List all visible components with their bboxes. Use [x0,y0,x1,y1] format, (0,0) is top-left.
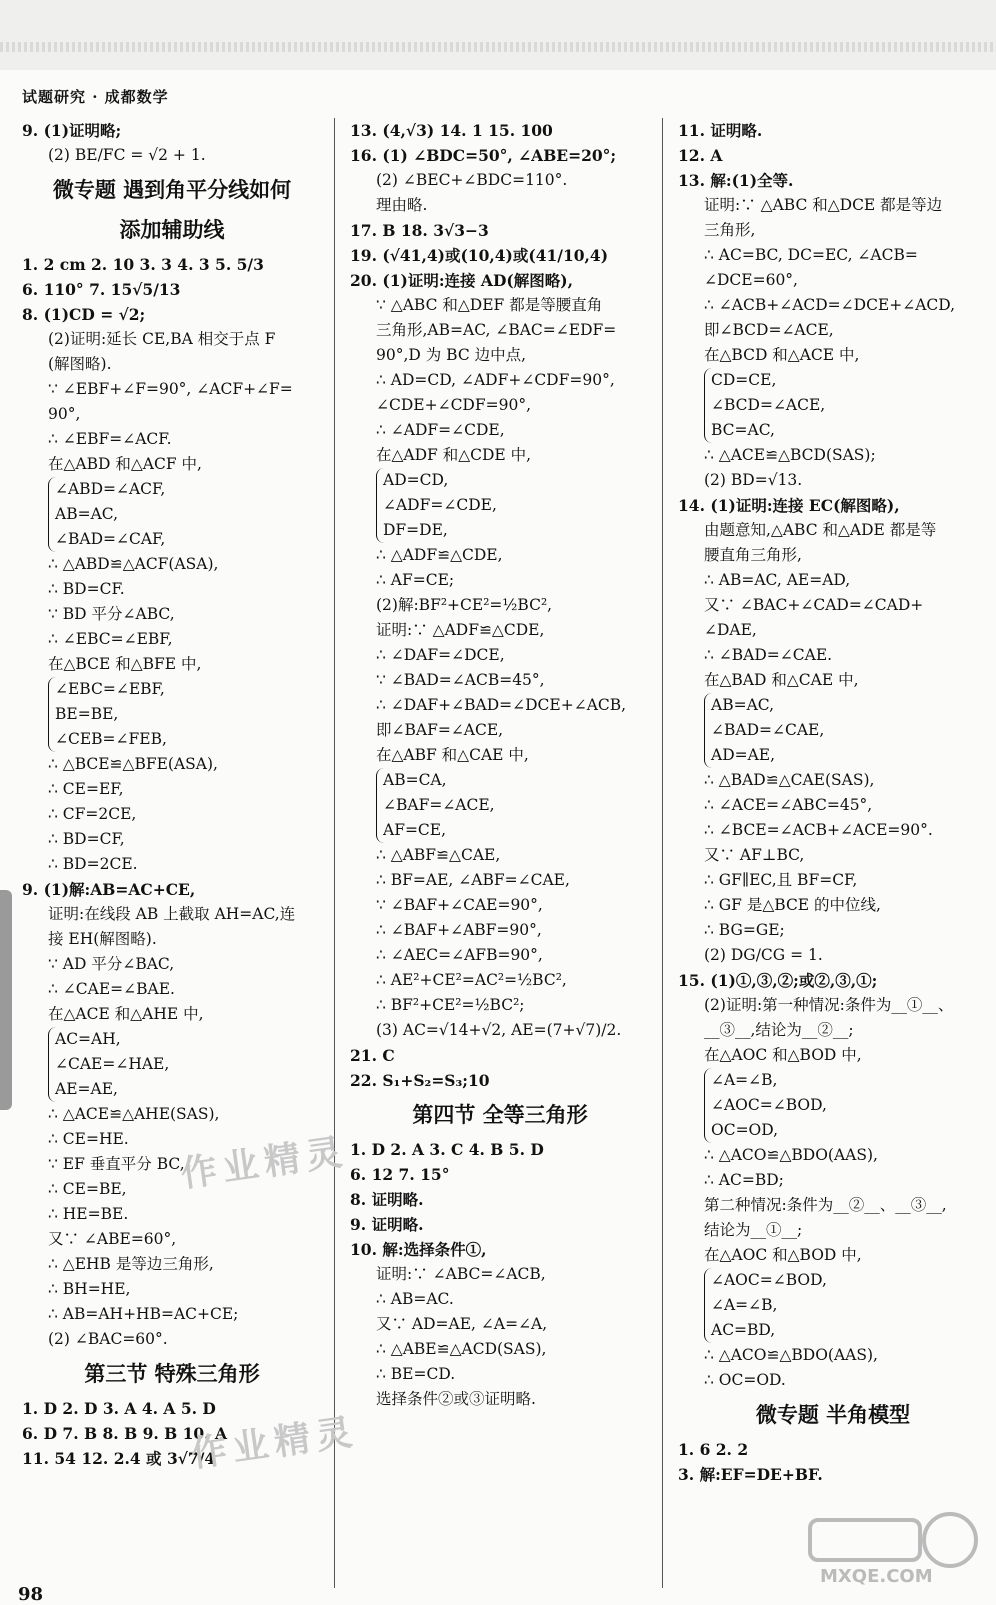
watermark-2: 作业精灵 [188,1410,361,1476]
condition-line: ∠CEB=∠FEB, [55,730,167,748]
condition-group [704,368,988,443]
answer-item: 1. 6 2. 2 [678,1440,749,1459]
answer-line: ∴ GF∥EC,且 BF=CF, [704,871,858,889]
condition-line: ∠AOC=∠BOD, [711,1096,827,1114]
answer-item: 17. B 18. 3√3−3 [350,221,489,240]
answer-line: ∴ ∠ACE=∠ABC=45°, [704,796,873,814]
answer-line: 在△BCD 和△ACE 中, [704,346,860,364]
answer-line: ∴ BF²+CE²=½BC²; [376,996,525,1014]
answer-item: 9. 证明略. [350,1215,424,1234]
answer-line: ∴ AF=CE; [376,571,455,589]
answer-line: (2) ∠BEC+∠BDC=110°. [376,171,568,189]
answer-line: ∴ OC=OD. [704,1371,786,1389]
answer-line: ∴ ∠CAE=∠BAE. [48,980,175,998]
condition-line: DF=DE, [383,521,448,539]
answer-line: 腰直角三角形, [704,546,802,564]
answer-line: ∴ ∠ADF=∠CDE, [376,421,505,439]
answer-line: ∴ BF=AE, ∠ABF=∠CAE, [376,871,570,889]
answer-line: ∴ △ABE≌△ACD(SAS), [376,1340,547,1358]
condition-line: AB=CA, [383,771,447,789]
answer-line: ∴ BD=CF. [48,580,125,598]
column-divider-2 [662,118,663,1588]
answer-line: ∴ △ACE≌△AHE(SAS), [48,1105,220,1123]
answer-line: (2)解:BF²+CE²=½BC², [376,596,553,614]
condition-line: ∠EBC=∠EBF, [55,680,165,698]
answer-item: 15. (1)①,③,②;或②,③,①; [678,971,878,990]
answer-line: 在△ADF 和△CDE 中, [376,446,532,464]
answer-item: 11. 54 12. 2.4 或 3√7/4 [22,1449,216,1468]
answer-item: 21. C [350,1046,395,1065]
condition-line: ∠BCD=∠ACE, [711,396,826,414]
answer-line: ∴ BH=HE, [48,1280,131,1298]
answer-item: 11. 证明略. [678,121,763,140]
condition-line: AE=AE, [55,1080,118,1098]
answer-line: ∴ AC=BC, DC=EC, ∠ACB= [704,246,918,264]
page-number: 98 [18,1584,44,1605]
column-divider-1 [334,118,335,1588]
answer-item: 19. (√41,4)或(10,4)或(41/10,4) [350,246,609,265]
condition-line: ∠ABD=∠ACF, [55,480,166,498]
answer-line: ∵ ∠BAF+∠CAE=90°, [376,896,543,914]
answer-line: ∴ AB=AH+HB=AC+CE; [48,1305,239,1323]
answer-line: (3) AC=√14+√2, AE=(7+√7)/2. [376,1021,622,1039]
answer-line: ∠DCE=60°, [704,271,798,289]
answer-item: 6. 110° 7. 15√5/13 [22,280,181,299]
condition-line: AD=CD, [383,471,449,489]
answer-item: 9. (1)解:AB=AC+CE, [22,880,196,899]
answer-column-1 [22,118,322,1471]
answer-item: 13. (4,√3) 14. 1 15. 100 [350,121,553,140]
answer-item: 13. 解:(1)全等. [678,171,794,190]
answer-line: (2) BD=√13. [704,471,803,489]
answer-line: ∴ BG=GE; [704,921,785,939]
condition-line: ∠CAE=∠HAE, [55,1055,170,1073]
top-margin [0,0,996,70]
answer-line: ∴ CE=EF, [48,780,124,798]
section-heading: 微专题 遇到角平分线如何 [52,177,292,202]
section-heading: 第四节 全等三角形 [412,1102,588,1127]
answer-line: 结论为__①__; [704,1221,803,1239]
answer-line: ∴ BD=2CE. [48,855,138,873]
answer-line: ∴ △BCE≌△BFE(ASA), [48,755,218,773]
condition-line: ∠AOC=∠BOD, [711,1271,827,1289]
answer-line: ∴ △ABD≌△ACF(ASA), [48,555,219,573]
answer-line: ∵ EF 垂直平分 BC, [48,1155,185,1173]
condition-group [704,693,988,768]
answer-line: ∴ ∠DAF=∠DCE, [376,646,505,664]
answer-line: ∴ △BAD≌△CAE(SAS), [704,771,875,789]
answer-line: 即∠BAF=∠ACE, [376,721,504,739]
answer-line: ∴ HE=BE. [48,1205,129,1223]
answer-line: 选择条件②或③证明略. [376,1390,536,1408]
answer-item: 8. 证明略. [350,1190,424,1209]
mxqe-logo [800,1510,990,1590]
answer-line: ∴ CE=HE. [48,1130,129,1148]
answer-line: 在△BAD 和△CAE 中, [704,671,859,689]
answer-line: 在△ABF 和△CAE 中, [376,746,529,764]
answer-line: ∵ BD 平分∠ABC, [48,605,175,623]
condition-line: ∠A=∠B, [711,1071,778,1089]
answer-item: 1. D 2. D 3. A 4. A 5. D [22,1399,216,1418]
answer-item: 22. S₁+S₂=S₃;10 [350,1071,490,1090]
answer-line: (解图略). [48,355,112,373]
answer-line: ∠CDE+∠CDF=90°, [376,396,531,414]
top-dotted-band [0,42,996,52]
answer-line: 在△AOC 和△BOD 中, [704,1246,862,1264]
condition-line: AC=AH, [55,1030,121,1048]
answer-line: 证明:∵ △ADF≌△CDE, [376,621,545,639]
condition-line: AC=BD, [711,1321,776,1339]
answer-line: 证明:∵ △ABC 和△DCE 都是等边 [704,196,943,214]
answer-line: 在△AOC 和△BOD 中, [704,1046,862,1064]
condition-line: ∠A=∠B, [711,1296,778,1314]
section-heading: 微专题 半角模型 [755,1402,911,1427]
section-heading: 添加辅助线 [119,217,225,242]
answer-item: 20. (1)证明:连接 AD(解图略), [350,271,573,290]
answer-line: 证明:∵ ∠ABC=∠ACB, [376,1265,546,1283]
answer-item: 1. D 2. A 3. C 4. B 5. D [350,1140,544,1159]
answer-line: 三角形, [704,221,756,239]
answer-line: (2)证明:延长 CE,BA 相交于点 F [48,330,276,348]
condition-line: BC=AC, [711,421,775,439]
answer-line: ∴ CE=BE, [48,1180,127,1198]
answer-item: 16. (1) ∠BDC=50°, ∠ABE=20°; [350,146,617,165]
answer-line: ∴ BE=CD. [376,1365,456,1383]
answer-line: 在△BCE 和△BFE 中, [48,655,202,673]
answer-item: 1. 2 cm 2. 10 3. 3 4. 3 5. 5/3 [22,255,264,274]
answer-line: ∴ △ACE≌△BCD(SAS); [704,446,876,464]
condition-line: ∠ADF=∠CDE, [383,496,497,514]
answer-line: ∴ ∠BAF+∠ABF=90°, [376,921,542,939]
answer-item: 8. (1)CD = √2; [22,305,146,324]
answer-line: ∴ AB=AC, AE=AD, [704,571,851,589]
condition-group [704,1068,988,1143]
answer-line: 由题意知,△ABC 和△ADE 都是等 [704,521,937,539]
answer-item: 9. (1)证明略; [22,121,122,140]
answer-item: 14. (1)证明:连接 EC(解图略), [678,496,900,515]
answer-line: 又∵ AD=AE, ∠A=∠A, [376,1315,548,1333]
answer-line: ∵ △ABC 和△DEF 都是等腰直角 [376,296,603,314]
answer-line: 第二种情况:条件为__②__、__③__, [704,1196,947,1214]
answer-line: 三角形,AB=AC, ∠BAC=∠EDF= [376,321,617,339]
answer-line: 在△ABD 和△ACF 中, [48,455,202,473]
answer-item: 3. 解:EF=DE+BF. [678,1465,823,1484]
answer-line: ∴ AD=CD, ∠ADF+∠CDF=90°, [376,371,615,389]
condition-line: AD=AE, [711,746,776,764]
condition-line: CD=CE, [711,371,777,389]
answer-line: (2) DG/CG = 1. [704,946,823,964]
answer-line: ∴ ∠DAF+∠BAD=∠DCE+∠ACB, [376,696,627,714]
svg-text:MXQE.COM: MXQE.COM [820,1566,933,1587]
condition-group [48,677,322,752]
answer-item: 6. 12 7. 15° [350,1165,450,1184]
watermark: 作业精灵 [178,1130,351,1196]
answer-line: 又∵ ∠ABE=60°, [48,1230,177,1248]
condition-line: ∠BAD=∠CAE, [711,721,825,739]
running-header: 试题研究 · 成都数学 [22,88,169,106]
answer-line: ∵ AD 平分∠BAC, [48,955,175,973]
answer-line: __③__,结论为__②__; [704,1021,854,1039]
condition-line: AB=AC, [711,696,774,714]
answer-item: 10. 解:选择条件①, [350,1240,487,1259]
answer-line: ∴ BD=CF, [48,830,125,848]
answer-line: 90°,D 为 BC 边中点, [376,346,527,364]
answer-line: ∴ △EHB 是等边三角形, [48,1255,214,1273]
condition-group [48,1027,322,1102]
condition-group [376,768,650,843]
answer-line: ∴ △ABF≌△CAE, [376,846,501,864]
condition-group [376,468,650,543]
answer-line: ∴ ∠BCE=∠ACB+∠ACE=90°. [704,821,933,839]
condition-line: OC=OD, [711,1121,779,1139]
answer-line: ∠DAE, [704,621,757,639]
answer-line: 90°, [48,405,81,423]
answer-line: ∴ CF=2CE, [48,805,137,823]
answer-line: 证明:在线段 AB 上截取 AH=AC,连 [48,905,296,923]
answer-line: 又∵ AF⊥BC, [704,846,805,864]
condition-group [704,1268,988,1343]
answer-line: ∴ △ACO≌△BDO(AAS), [704,1346,878,1364]
section-heading: 第三节 特殊三角形 [84,1361,260,1386]
answer-line: 理由略. [376,196,428,214]
answer-line: ∴ ∠BAD=∠CAE. [704,646,833,664]
answer-item: 12. A [678,146,723,165]
answer-column-3 [678,118,988,1487]
answer-column-2 [350,118,650,1412]
answer-item: 6. D 7. B 8. B 9. B 10. A [22,1424,228,1443]
condition-line: ∠BAD=∠CAF, [55,530,166,548]
answer-line: 接 EH(解图略). [48,930,157,948]
answer-line: ∴ GF 是△BCE 的中位线, [704,896,881,914]
answer-line: (2)证明:第一种情况:条件为__①__、 [704,996,954,1014]
answer-line: ∵ ∠EBF+∠F=90°, ∠ACF+∠F= [48,380,293,398]
answer-line: ∴ ∠AEC=∠AFB=90°, [376,946,543,964]
condition-line: AB=AC, [55,505,118,523]
answer-line: ∵ ∠BAD=∠ACB=45°, [376,671,545,689]
condition-line: ∠BAF=∠ACE, [383,796,495,814]
answer-line: ∴ AB=AC. [376,1290,454,1308]
answer-line: (2) BE/FC = √2 + 1. [48,146,206,164]
answer-line: (2) ∠BAC=60°. [48,1330,168,1348]
answer-line: ∴ ∠ACB+∠ACD=∠DCE+∠ACD, [704,296,956,314]
answer-line: ∴ ∠EBC=∠EBF, [48,630,173,648]
answer-line: 在△ACE 和△AHE 中, [48,1005,204,1023]
answer-line: 即∠BCD=∠ACE, [704,321,834,339]
condition-group [48,477,322,552]
answer-line: 又∵ ∠BAC+∠CAD=∠CAD+ [704,596,924,614]
answer-line: ∴ △ACO≌△BDO(AAS), [704,1146,878,1164]
condition-line: BE=BE, [55,705,119,723]
answer-line: ∴ AE²+CE²=AC²=½BC², [376,971,567,989]
condition-line: AF=CE, [383,821,447,839]
side-tab [0,890,12,1110]
answer-line: ∴ ∠EBF=∠ACF. [48,430,172,448]
answer-line: ∴ △ADF≌△CDE, [376,546,503,564]
answer-line: ∴ AC=BD; [704,1171,784,1189]
